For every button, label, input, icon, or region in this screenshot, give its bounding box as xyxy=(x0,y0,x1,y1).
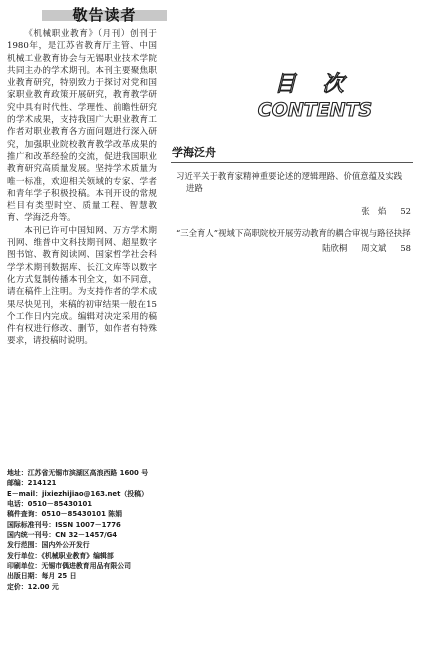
toc-entry-author: 陆欣桐 xyxy=(322,243,348,253)
section-divider xyxy=(171,162,413,163)
toc-entry-page: 52 xyxy=(400,206,411,216)
toc-entry-author: 张 焰 xyxy=(361,206,387,216)
info-line: 定价：12.00 元 xyxy=(7,582,59,591)
toc-entry-title-line: 习近平关于教育家精神重要论述的逻辑理路、价值意蕴及实践 xyxy=(176,171,403,181)
toc-entry-author: 周文斌 xyxy=(361,243,387,253)
info-line: 地址：江苏省无锡市滨湖区高浪西路 1600 号 xyxy=(7,469,149,477)
toc-entry-title-line: 进路 xyxy=(186,183,203,193)
toc-entry-title[interactable] xyxy=(176,170,411,194)
toc-entry-byline xyxy=(322,242,411,254)
toc-entry-page: 58 xyxy=(400,243,411,253)
info-line: 国内统一刊号：CN 32－1457/G4 xyxy=(7,531,118,540)
section-heading: 学海泛舟 xyxy=(172,146,216,159)
notice-title-text: 敬告读者 xyxy=(72,6,137,24)
info-line: 出版日期：每月 25 日 xyxy=(7,572,77,581)
info-line: 电话：0510－85430101 xyxy=(7,500,93,509)
info-line: 发行范围：国内外公开发行 xyxy=(7,541,90,550)
info-line: 发行单位：《机械职业教育》编辑部 xyxy=(7,551,114,560)
toc-title: 目次 xyxy=(273,72,370,97)
notice-title xyxy=(42,6,167,25)
info-line: 印刷单位：无锡市偶进教育用品有限公司 xyxy=(7,562,132,571)
toc-entry-byline xyxy=(361,205,411,217)
notice-paragraph-1: 《机械职业教育》（月刊）创刊于1980年，是江苏省教育厅主管、中国机械工业教育协会与无锡职业技术学院共同主办的学术期刊。本刊主要聚焦职业教育研究，特别致力于探讨对党和国家职业教育政策开展研究，教育教学研究中具有时代性、学理性、前瞻性研究的学术成果，支持我国广大职业教育工作者对职业教育各方面问题进行深入研究，加强职业院校教育教学改革成果的推广和改革经验的交流，促进我国职业教育研究高质量发展。坚持学术质量为唯一标准，欢迎相关领域的专家、学者和青年学子积极投稿。本刊开设的常规栏目有类型时空、质量工程、智慧教育、学海泛舟等。 xyxy=(7,29,157,224)
toc-entry-title-line: “三全育人”视域下高职院校开展劳动教育的耦合审视与路径抉择 xyxy=(176,228,411,238)
info-line: 国际标准刊号：ISSN 1007－1776 xyxy=(7,520,121,529)
info-line: E－mail：jixiezhijiao@163.net（投稿） xyxy=(7,489,148,498)
notice-paragraph-2: 本刊已许可中国知网、万方学术期刊网、维普中文科技期刊网、超星数字图书馆、教育阅读网、国家哲学社会科学学术期刊数据库、长江文库等以数字化方式复制传播本刊全文，如不同意，请在稿件上注明。为支持作者的学术成果尽快见刊，来稿的初审结果一般在15个工作日内完成。编辑对决定采用的稿件有权进行修改、删节，如作者有特殊要求，请投稿时说明。 xyxy=(7,225,157,347)
toc-title-en: CONTENTS xyxy=(257,99,373,121)
toc-entry-title[interactable] xyxy=(176,227,411,239)
publication-info xyxy=(7,468,197,592)
notice-body xyxy=(7,28,157,348)
info-line: 邮编：214121 xyxy=(7,479,57,488)
info-line: 稿件查询：0510－85430101 陈娟 xyxy=(7,510,123,519)
